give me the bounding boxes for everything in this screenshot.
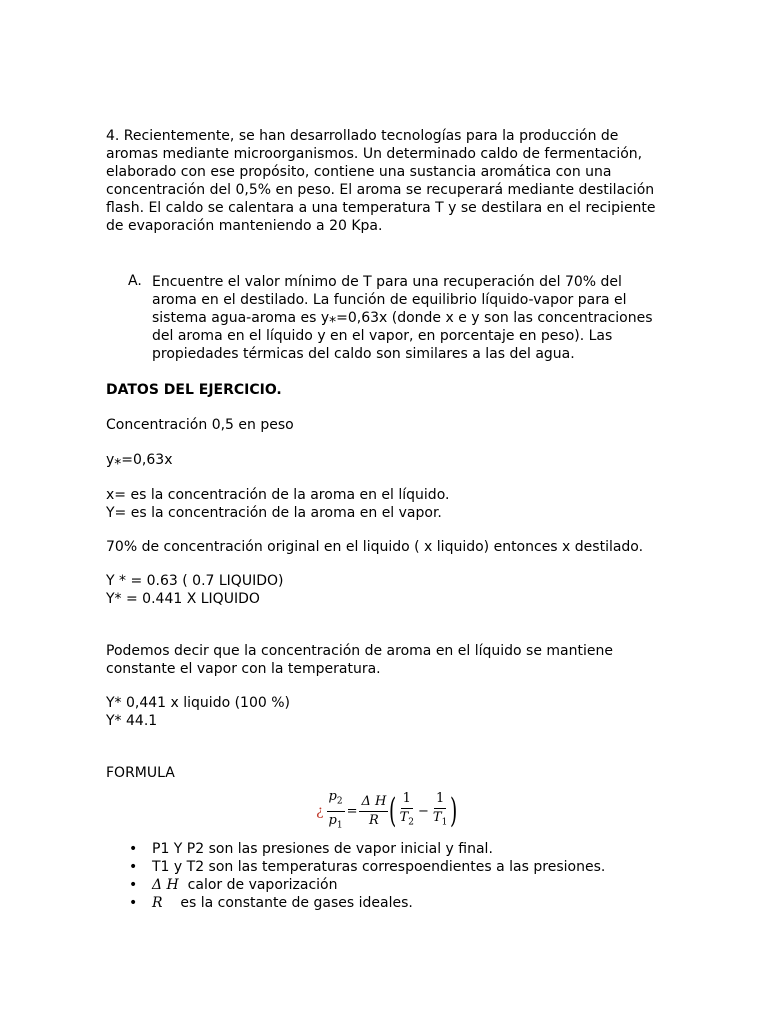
formula-block bbox=[106, 788, 666, 834]
pressure-ratio: $\frac{p_2}{p_1}$ bbox=[328, 789, 343, 831]
list-item: • P1 Y P2 son las presiones de vapor inicial y final. bbox=[129, 841, 493, 857]
list-item: • T1 y T2 son las temperaturas correspoendientes a las presiones. bbox=[129, 859, 606, 875]
inverted-question-mark: ¿ bbox=[316, 803, 324, 820]
enthalpy-ratio: $\frac{\text{Δ H}}{R}$ bbox=[361, 793, 387, 828]
y-definition: Y= es la concentración de la aroma en el vapor. bbox=[106, 505, 442, 521]
problem-statement: 4. Recientemente, se han desarrollado tecnologías para la producción de aromas mediante microorganismos. Un determinado caldo de fermentación, elaborado con ese propósito, contiene una sustancia aromática con una concentración del 0,5% en peso. El aroma se recuperará mediante destilación flash. El caldo se calentara a una temperatura T y se destilara en el recipiente de evaporación manteniendo a 20 Kpa. bbox=[106, 128, 656, 234]
bullet-icon: • bbox=[129, 859, 138, 875]
list-item-a bbox=[106, 273, 666, 363]
bullet-icon: • bbox=[129, 877, 138, 893]
calc-line-2: Y* = 0.441 X LIQUIDO bbox=[106, 591, 260, 607]
inverse-t2: $\frac{1}{T_2}$ bbox=[399, 791, 415, 828]
section-heading: DATOS DEL EJERCICIO. bbox=[106, 382, 282, 398]
variable-list bbox=[106, 840, 666, 912]
clausius-clapeyron-formula bbox=[316, 788, 458, 834]
original-concentration-note: 70% de concentración original en el liquido ( x liquido) entonces x destilado. bbox=[106, 539, 644, 555]
bullet-icon: • bbox=[129, 895, 138, 911]
conclusion-text: Podemos decir que la concentración de aroma en el líquido se mantiene constante el vapor con la temperatura. bbox=[106, 643, 613, 677]
equals-sign: = bbox=[346, 803, 358, 819]
minus-sign: − bbox=[418, 803, 429, 819]
result-line-1: Y* 0,441 x liquido (100 %) bbox=[106, 695, 290, 711]
inverse-t1: $\frac{1}{T_1}$ bbox=[432, 791, 448, 828]
result-line-2: Y* 44.1 bbox=[106, 713, 158, 729]
list-marker-a: A. bbox=[128, 273, 142, 289]
list-item: • R es la constante de gases ideales. bbox=[129, 895, 413, 911]
bullet-icon: • bbox=[129, 841, 138, 857]
document-page bbox=[106, 127, 666, 912]
close-paren: ) bbox=[450, 791, 458, 832]
open-paren: ( bbox=[389, 791, 397, 832]
list-item-a-text: Encuentre el valor mínimo de T para una recuperación del 70% del aroma en el destilado. La función de equilibrio líquido-vapor para el sistema agua-aroma es y⁎=0,63x (donde x e y son las concentraciones del aroma en el líquido y en el vapor, en porcentaje en peso). Las propiedades térmicas del caldo son similares a las del agua. bbox=[152, 274, 653, 362]
x-definition: x= es la concentración de la aroma en el líquido. bbox=[106, 487, 450, 503]
equilibrium-text: y⁎=0,63x bbox=[106, 452, 173, 468]
concentration-text: Concentración 0,5 en peso bbox=[106, 417, 294, 433]
formula-label: FORMULA bbox=[106, 765, 175, 781]
calc-line-1: Y * = 0.63 ( 0.7 LIQUIDO) bbox=[106, 573, 284, 589]
list-item: • Δ H calor de vaporización bbox=[129, 877, 338, 893]
